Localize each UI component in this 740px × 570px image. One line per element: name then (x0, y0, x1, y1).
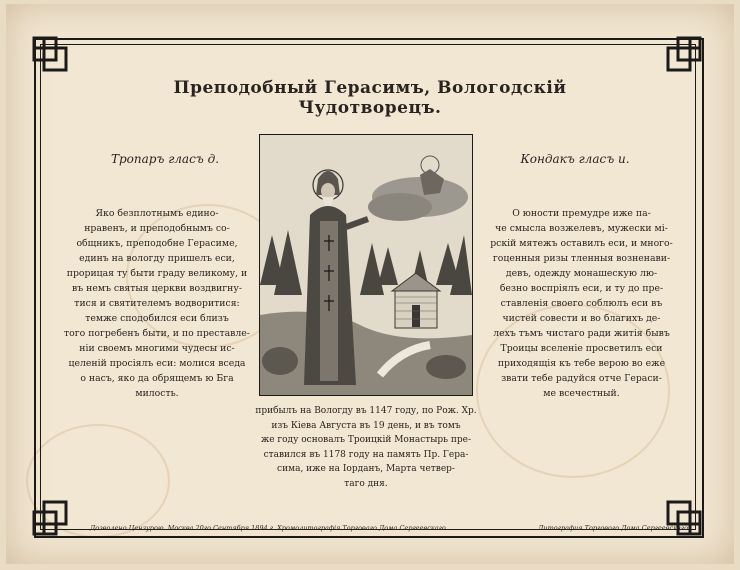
text-line: рскій мятежъ оставилъ еси, и много- (490, 238, 673, 249)
text-line: тися и святителемъ водворитися: (74, 298, 240, 309)
text-line: въ немъ святыя церкви воздвигну- (72, 283, 242, 294)
saint-gerasim-icon (260, 135, 472, 395)
text-line: приходящія къ тебе веpою во еже (497, 358, 666, 369)
text-line: общникъ, преподобне Герасиме, (76, 238, 238, 249)
text-line: прибылъ на Вологду въ 1147 году, по Рож. Хр. (255, 406, 477, 416)
text-line: ставленія своего соблюлъ еси въ (500, 298, 663, 309)
text-line: ніи своемъ многими чудесы ис- (79, 343, 235, 354)
text-line: же году основалъ Троицкій Монастырь пре- (260, 435, 472, 445)
text-line: Троицы вселеніе просветилъ еси (500, 343, 663, 354)
text-line: безно воспріялъ еси, и ту до пре- (499, 283, 664, 294)
text-line: ме всечестный. (543, 388, 620, 399)
text-line: Яко безплотнымъ едино- (95, 208, 219, 219)
troparion-text (62, 206, 252, 401)
kontakion-text (484, 206, 679, 401)
text-line: нравенъ, и преподобнымъ со- (84, 223, 230, 234)
corner-ornament-icon (664, 498, 704, 538)
footer-censor-note: Дозволено Цензурою. Москва 20го Сентября 1894 г. Хромолитографія Торговаго Дома Сергеевскаго (90, 524, 446, 532)
text-line: того погребенъ быти, и по преставле- (64, 328, 250, 339)
text-line: ставился въ 1178 году на память Пр. Гера- (263, 449, 469, 460)
text-line: прорицая тy быти граду великому, и (66, 268, 248, 279)
corner-ornament-icon (30, 498, 70, 538)
corner-ornament-icon (30, 34, 70, 74)
text-line: че смысла возжелевъ, мужески мі- (495, 223, 668, 234)
text-line: О юности премудре иже па- (512, 208, 651, 219)
text-line: сима, иже на Іорданъ, Марта четвер- (277, 464, 455, 474)
page-title: Преподобный Герасимъ, Вологодскій Чудотворецъ. (173, 78, 567, 118)
footer-publisher: Литография Торгового Дома Сергеевскаго (538, 524, 689, 532)
troparion-heading: Тропаръ гласъ д. (110, 152, 220, 166)
text-line: милость. (135, 388, 179, 399)
text-line: лехъ тъмъ чистаго ради житія бывъ (493, 328, 670, 339)
corner-ornament-icon (664, 34, 704, 74)
text-line: целеній просіялъ еси: молися вседа (68, 358, 246, 369)
text-line: девъ, одежду монашескую лю- (505, 268, 658, 279)
center-caption (255, 404, 477, 491)
kontakion-heading: Кондакъ гласъ и. (520, 152, 630, 166)
text-line: темже сподобился еси близъ (85, 313, 229, 324)
text-line: чистей совести и во благихъ де- (502, 313, 661, 324)
text-line: гоценныя ризы тленныя возненави- (492, 253, 671, 264)
text-line: звати тебе радуйся отче Гераси- (501, 373, 662, 384)
text-line: изъ Кіева Августа въ 19 день, и въ томъ (271, 420, 461, 431)
text-line: таго дня. (344, 478, 388, 489)
text-line: о насъ, яко да обрящемъ ю Бга (80, 373, 234, 384)
saint-icon-image (259, 134, 473, 396)
text-line: единъ на вологду пришелъ еси, (79, 253, 235, 264)
